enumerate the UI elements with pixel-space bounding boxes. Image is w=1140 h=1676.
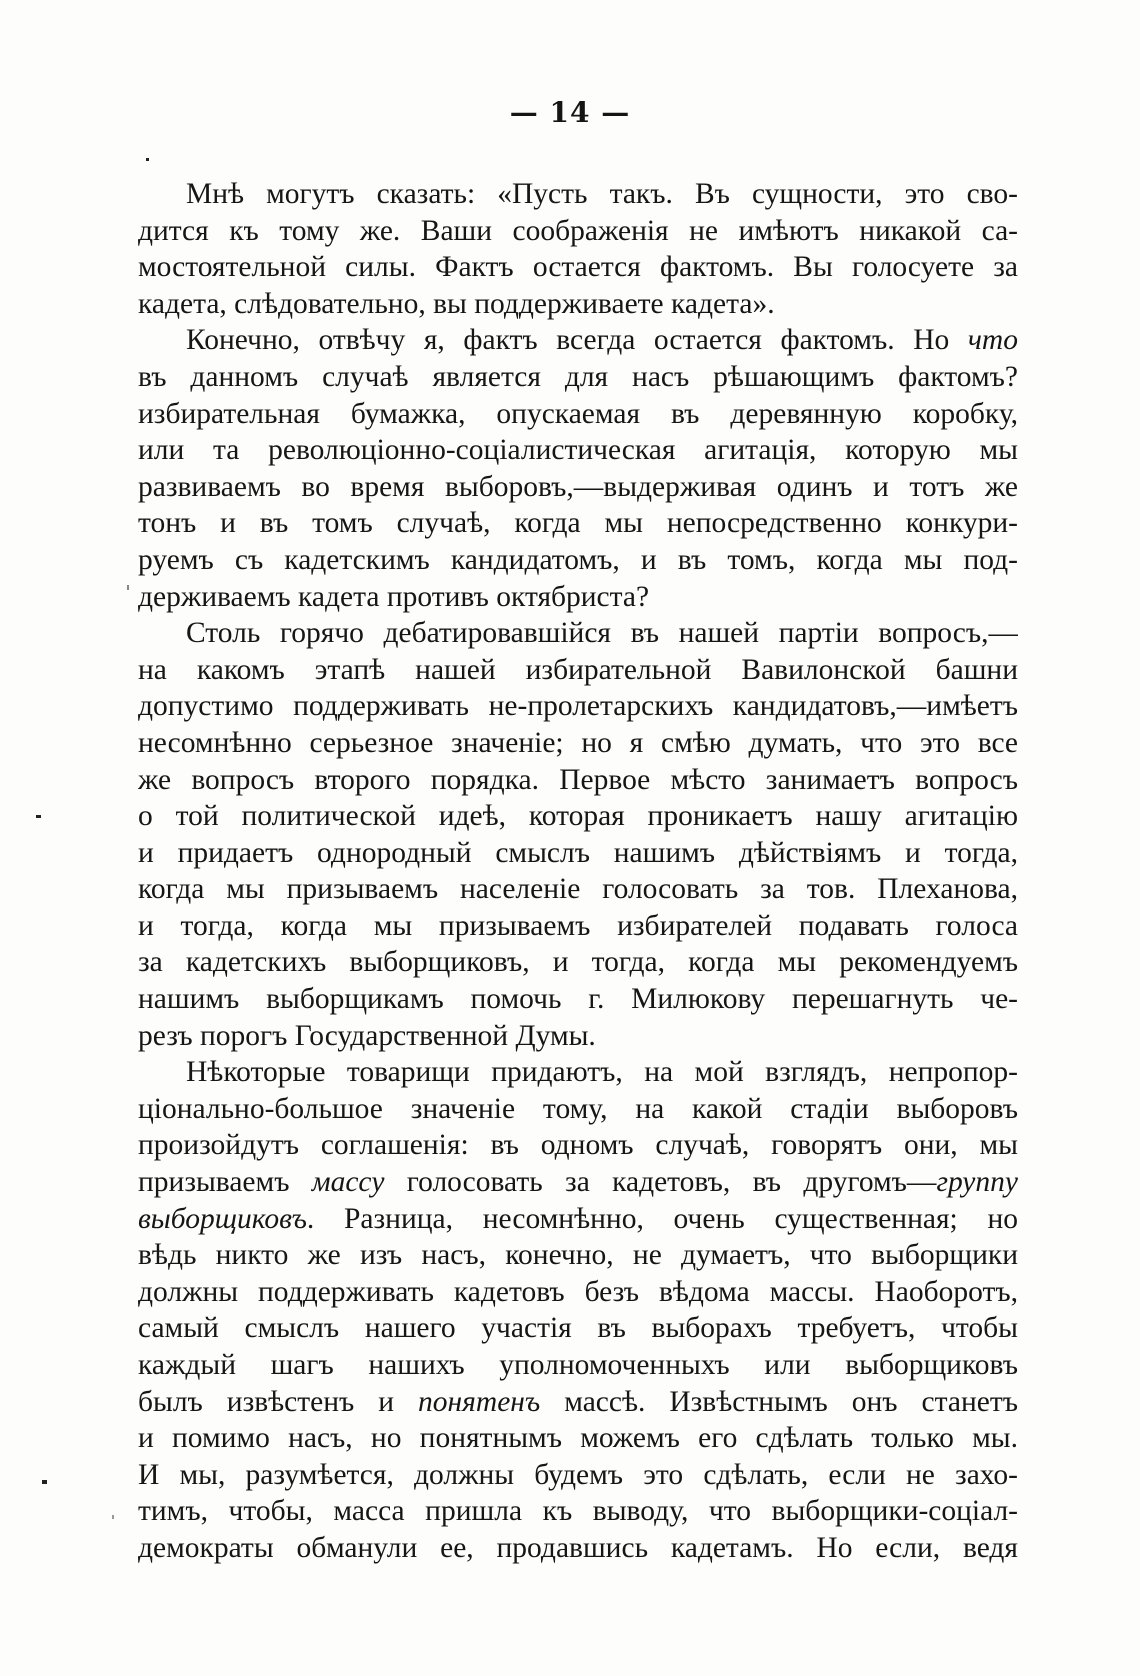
line-text: былъ извѣстенъ и [138,1385,419,1418]
text-line [138,1164,1018,1201]
line-text: руемъ съ кадетскимъ кандидатомъ, и въ томъ, когда мы под- [138,543,1018,576]
text-line [138,944,1018,981]
line-text: дится къ тому же. Ваши соображенія не имѣютъ никакой са- [138,214,1018,247]
scan-speck [42,1480,47,1484]
line-text: должны поддерживать кадетовъ безъ вѣдома массы. Наоборотъ, [138,1275,1018,1308]
line-text: самый смыслъ нашего участія въ выборахъ требуетъ, чтобы [138,1312,1018,1345]
line-text: ціонально-большое значеніе тому, на какой стадіи выборовъ [138,1092,1018,1125]
text-line [138,322,1018,359]
line-text: вѣдь никто же изъ насъ, конечно, не думаетъ, что выборщики [138,1239,1018,1272]
text-line [138,432,1018,469]
text-line [138,1530,1018,1567]
line-text: демократы обманули ее, продавшись кадетамъ. Но если, ведя [138,1531,1018,1564]
text-line [138,1384,1018,1421]
italic-emphasis: группу [936,1166,1018,1199]
text-line [138,652,1018,689]
line-text: Столь горячо дебатировавшійся въ нашей партіи вопросъ,— [186,617,1018,650]
text-line [138,908,1018,945]
text-line [138,981,1018,1018]
text-line [138,835,1018,872]
line-text: тонъ и въ томъ случаѣ, когда мы непосредственно конкури- [138,507,1018,540]
line-text: Мнѣ могутъ сказать: «Пусть такъ. Въ сущности, это сво- [186,178,1018,210]
line-text: произойдутъ соглашенія: въ одномъ случаѣ, говорятъ они, мы [138,1129,1018,1162]
line-text: избирательная бумажка, опускаемая въ деревянную коробку, [138,397,1018,430]
text-line [138,396,1018,433]
line-text: несомнѣнно серьезное значеніе; но я смѣю думать, что это все [138,726,1018,759]
italic-emphasis: что [967,324,1018,357]
line-text: каждый шагъ нашихъ уполномоченныхъ или выборщиковъ [138,1349,1018,1381]
line-text: или та революціонно-соціалистическая агитація, которую мы [138,434,1018,467]
line-text: когда мы призываемъ населеніе голосовать за тов. Плеханова, [138,873,1018,906]
line-text: о той политической идеѣ, которая проникаетъ нашу агитацію [138,800,1018,833]
text-line [138,871,1018,908]
line-text: кадета, слѣдовательно, вы поддерживаете кадета». [138,287,775,320]
text-line [138,1420,1018,1457]
text-line [138,1274,1018,1311]
text-line [138,1091,1018,1128]
text-line [138,359,1018,396]
line-text: держиваемъ кадета противъ октябриста? [138,580,650,613]
text-line [138,579,1018,616]
text-line [138,1457,1018,1494]
scan-speck [146,158,149,161]
text-line [138,688,1018,725]
text-line [138,1018,1018,1055]
line-text: призываемъ [138,1166,312,1199]
line-text: нашимъ выборщикамъ помочь г. Милюкову перешагнуть че- [138,983,1018,1016]
text-line [138,1310,1018,1347]
line-text: за кадетскихъ выборщиковъ, и тогда, когда мы рекомендуемъ [138,946,1018,979]
text-line [138,798,1018,835]
text-line [138,1237,1018,1274]
text-line [138,615,1018,652]
line-text: мостоятельной силы. Фактъ остается фактомъ. Вы голосуете за [138,251,1018,284]
scan-speck [127,585,129,590]
text-line [138,1054,1018,1091]
text-line [138,249,1018,286]
line-text: и придаетъ однородный смыслъ нашимъ дѣйствіямъ и тогда, [138,836,1018,869]
line-text: допустимо поддерживать не-пролетарскихъ кандидатовъ,—имѣетъ [138,690,1018,723]
line-text: резъ порогъ Государственной Думы. [138,1019,596,1052]
line-text: и помимо насъ, но понятнымъ можемъ его сдѣлать только мы. [138,1422,1018,1455]
text-line [138,542,1018,579]
text-line [138,1201,1018,1238]
line-text: въ данномъ случаѣ является для насъ рѣшающимъ фактомъ? [138,360,1018,393]
line-text: тимъ, чтобы, масса пришла къ выводу, что выборщики-соціал- [138,1495,1018,1528]
italic-emphasis: массу [311,1166,385,1199]
text-line [138,1493,1018,1530]
text-line [138,176,1018,213]
text-line [138,505,1018,542]
body-text [138,176,1018,1567]
italic-emphasis: понятенъ [418,1385,541,1418]
line-text: же вопросъ второго порядка. Первое мѣсто занимаетъ вопросъ [138,763,1018,796]
line-text: . Разница, несомнѣнно, очень существенная; но [306,1202,1018,1235]
line-text: И мы, разумѣется, должны будемъ это сдѣлать, если не захо- [138,1458,1018,1491]
line-text: развиваемъ во время выборовъ,—выдерживая одинъ и тотъ же [138,470,1018,503]
scan-speck [36,815,41,818]
line-text: на какомъ этапѣ нашей избирательной Вавилонской башни [138,653,1018,686]
line-text: и тогда, когда мы призываемъ избирателей подавать голоса [138,909,1018,942]
text-line [138,1347,1018,1384]
line-text: массѣ. Извѣстнымъ онъ станетъ [540,1385,1018,1418]
page-number: — 14 — [509,96,631,129]
line-text: голосовать за кадетовъ, въ другомъ— [384,1166,937,1199]
text-line [138,725,1018,762]
text-line [138,469,1018,506]
text-line [138,762,1018,799]
text-line [138,213,1018,250]
italic-emphasis: выборщиковъ [138,1202,307,1235]
scan-speck [112,1515,114,1519]
text-line [138,1127,1018,1164]
line-text: Нѣкоторые товарищи придаютъ, на мой взглядъ, непропор- [186,1056,1018,1089]
line-text: Конечно, отвѣчу я, фактъ всегда остается фактомъ. Но [186,324,968,357]
text-line [138,286,1018,323]
